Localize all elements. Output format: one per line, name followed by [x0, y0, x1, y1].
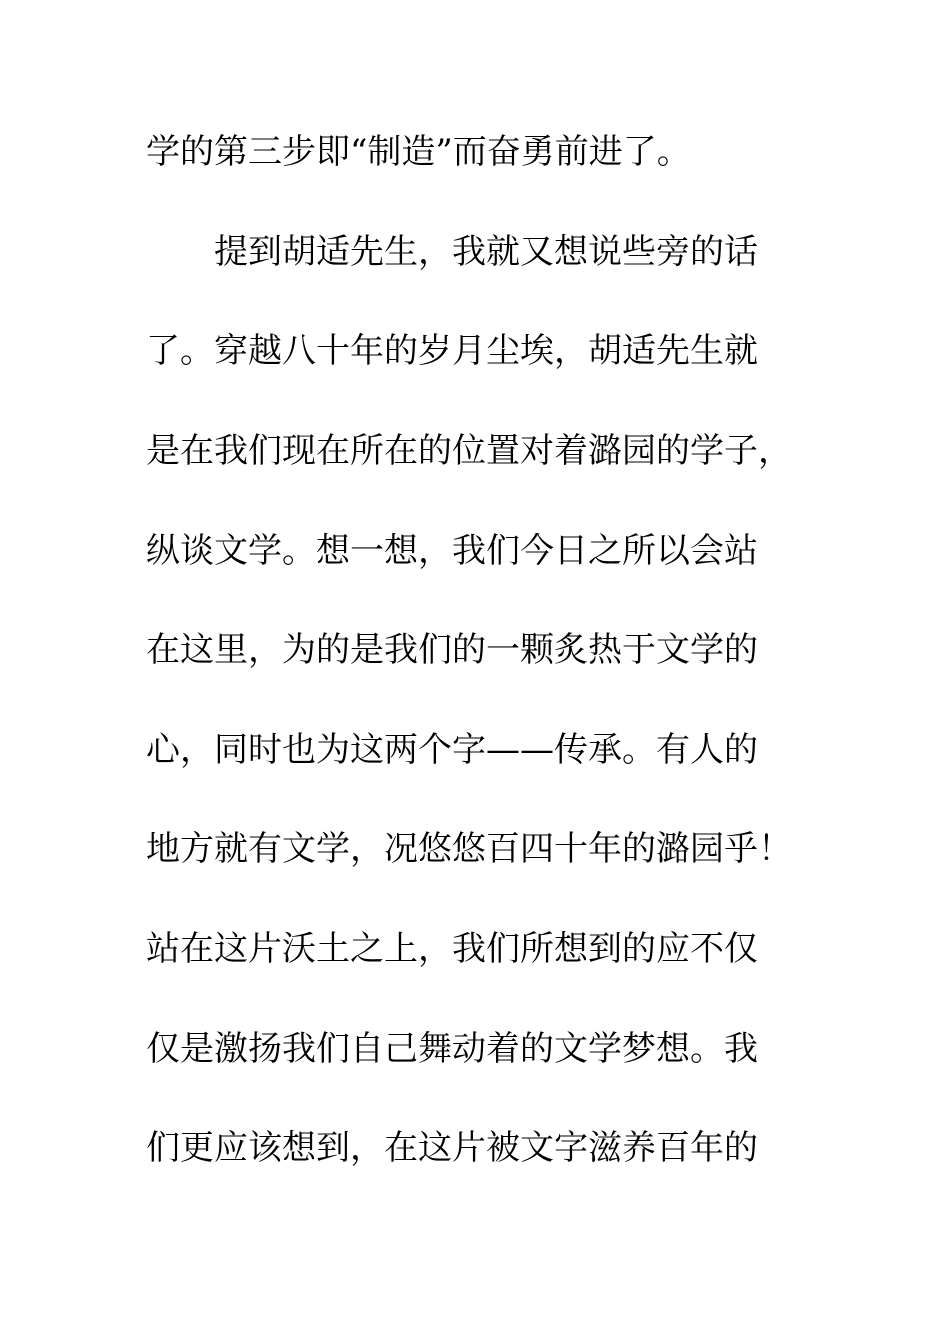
text-line: 站在这片沃土之上，我们所想到的应不仅: [146, 929, 758, 969]
text-line: 在这里，为的是我们的一颗炙热于文学的: [146, 630, 758, 670]
text-line: 心，同时也为这两个字——传承。有人的: [146, 730, 758, 770]
paragraph-first-line: 提到胡适先生，我就又想说些旁的话: [214, 232, 758, 272]
text-line: 是在我们现在所在的位置对着潞园的学子，: [146, 431, 792, 471]
text-line: 学的第三步即“制造”而奋勇前进了。: [146, 132, 691, 172]
text-line: 纵谈文学。想一想，我们今日之所以会站: [146, 531, 758, 571]
text-line: 们更应该想到，在这片被文字滋养百年的: [146, 1128, 758, 1168]
text-line: 了。穿越八十年的岁月尘埃，胡适先生就: [146, 331, 758, 371]
text-line: 仅是激扬我们自己舞动着的文学梦想。我: [146, 1029, 758, 1069]
text-line: 地方就有文学，况悠悠百四十年的潞园乎！: [146, 829, 792, 869]
